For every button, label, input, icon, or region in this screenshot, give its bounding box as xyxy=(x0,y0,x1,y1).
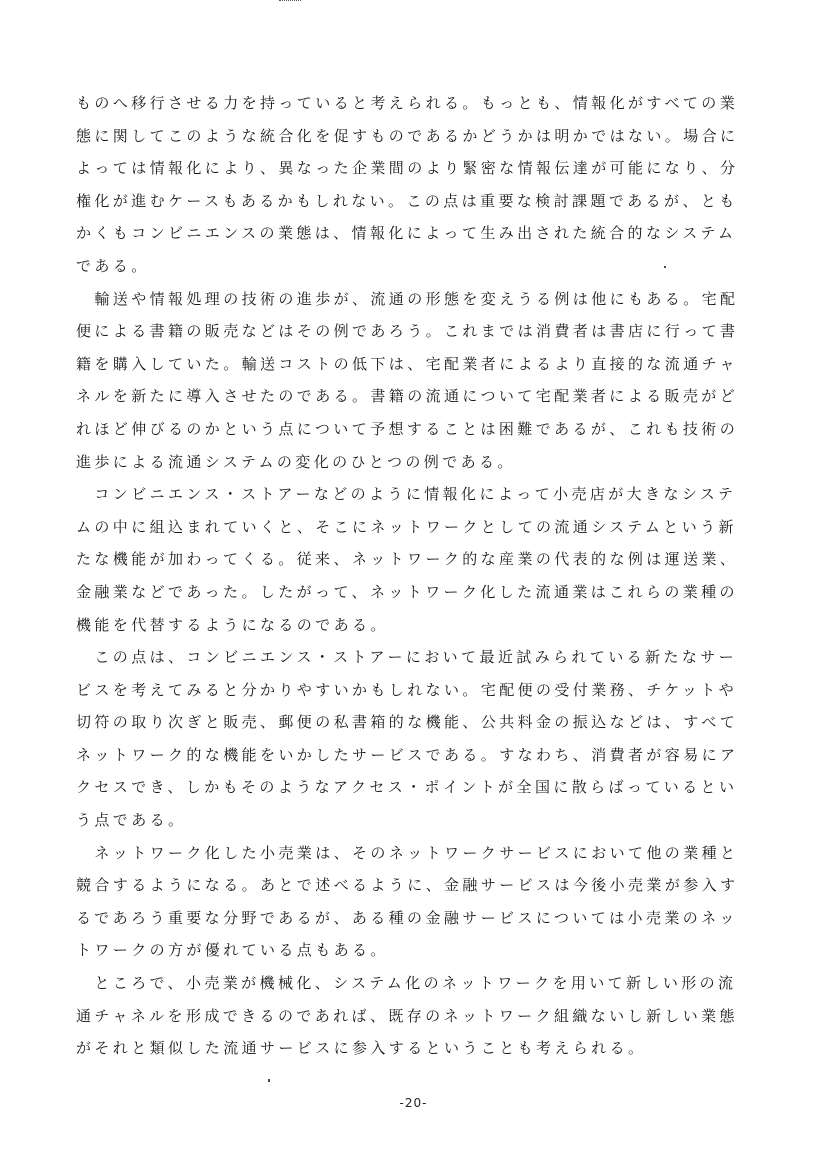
text-line: ものへ移行させる力を持っていると考えられる。もっとも、情報化がすべての業 xyxy=(76,94,739,112)
text-line: れほど伸びるのかという点について予想することは困難であるが、これも技術の xyxy=(76,419,739,438)
scan-artifact xyxy=(279,0,301,3)
text-line: 輸送や情報処理の技術の進歩が、流通の形態を変えうる例は他にもある。宅配 xyxy=(76,289,739,308)
text-line: 籍を購入していた。輸送コストの低下は、宅配業者によるより直接的な流通チャ xyxy=(76,354,738,373)
text-line: 便による書籍の販売などはその例であろう。これまでは消費者は書店に行って書 xyxy=(76,322,739,341)
scan-speck xyxy=(268,1079,270,1082)
text-line: ネルを新たに導入させたのである。書籍の流通について宅配業者による販売がど xyxy=(76,387,739,406)
paragraph xyxy=(76,967,746,1065)
text-line: この点は、コンビニエンス・ストアーにおいて最近試みられている新たなサー xyxy=(76,648,738,667)
paragraph xyxy=(76,478,746,641)
text-line: 通チャネルを形成できるのであれば、既存のネットワーク組織ないし新しい業態 xyxy=(76,1006,738,1025)
paragraph xyxy=(76,641,746,837)
paragraph xyxy=(76,283,746,479)
text-line: トワークの方が優れている点もある。 xyxy=(76,941,389,960)
text-line: 進歩による流通システムの変化のひとつの例である。 xyxy=(76,452,516,471)
text-line: 競合するようになる。あとで述べるように、金融サービスは今後小売業が参入す xyxy=(76,876,739,895)
text-line: よっては情報化により、異なった企業間のより緊密な情報伝達が可能になり、分 xyxy=(76,159,739,178)
paragraph xyxy=(76,837,746,967)
text-line: 金融業などであった。したがって、ネットワーク化した流通業はこれらの業種の xyxy=(76,582,738,601)
text-line: う点である。 xyxy=(76,811,187,830)
text-line: ムの中に組込まれていくと、そこにネットワークとしての流通システムという新 xyxy=(76,517,737,536)
text-line: 権化が進むケースもあるかもしれない。この点は重要な検討課題であるが、とも xyxy=(76,191,738,210)
text-line: クセスでき、しかもそのようなアクセス・ポイントが全国に散らばっているとい xyxy=(76,778,738,797)
text-line: である。 xyxy=(76,256,150,275)
text-line: 切符の取り次ぎと販売、郵便の私書箱的な機能、公共料金の振込などは、すべて xyxy=(76,713,739,732)
text-line: ネットワーク的な機能をいかしたサービスである。すなわち、消費者が容易にア xyxy=(76,745,739,764)
page-number: -20- xyxy=(399,1096,428,1110)
text-line: がそれと類似した流通サービスに参入するということも考えられる。 xyxy=(76,1039,647,1058)
text-line: ところで、小売業が機械化、システム化のネットワークを用いて新しい形の流 xyxy=(76,974,737,993)
text-line: るであろう重要な分野であるが、ある種の金融サービスについては小売業のネッ xyxy=(76,908,738,927)
paragraph xyxy=(76,87,746,283)
text-line: 機能を代替するようになるのである。 xyxy=(76,615,389,634)
scan-speck xyxy=(664,266,666,268)
text-line: ビスを考えてみると分かりやすいかもしれない。宅配便の受付業務、チケットや xyxy=(76,680,738,699)
body-text xyxy=(76,87,746,1065)
text-line: コンビニエンス・ストアーなどのように情報化によって小売店が大きなシステ xyxy=(76,485,737,504)
text-line: ネットワーク化した小売業は、そのネットワークサービスにおいて他の業種と xyxy=(76,843,739,862)
text-line: 態に関してこのような統合化を促すものであるかどうかは明かではない。場合に xyxy=(76,126,739,145)
text-line: たな機能が加わってくる。従来、ネットワーク的な産業の代表的な例は運送業、 xyxy=(76,550,739,569)
text-line: かくもコンビニエンスの業態は、情報化によって生み出された統合的なシステム xyxy=(76,224,737,243)
